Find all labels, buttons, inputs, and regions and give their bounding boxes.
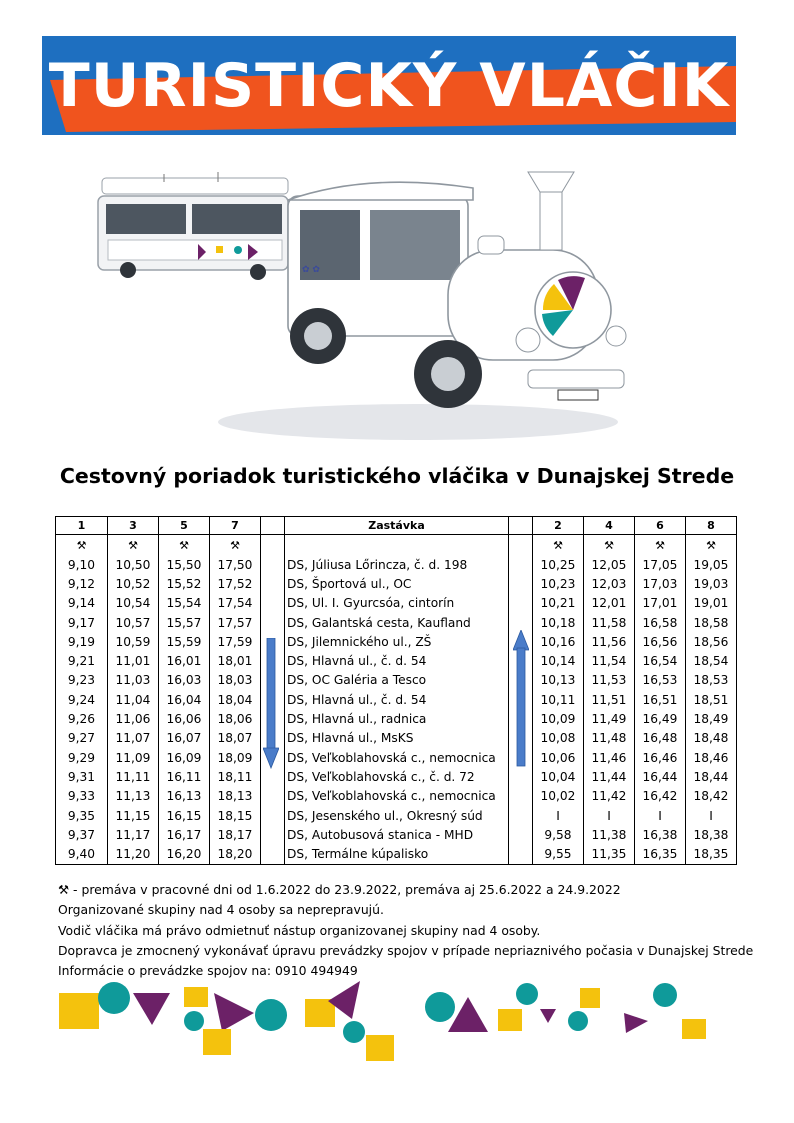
- departure-time: 10,50: [108, 555, 159, 574]
- timetable-row: [56, 787, 737, 806]
- gap-cell: [509, 574, 533, 593]
- departure-time: 11,15: [108, 806, 159, 825]
- departure-time: 9,17: [56, 613, 108, 632]
- departure-time: 17,54: [217, 596, 253, 611]
- departure-time: 16,06: [159, 709, 210, 728]
- return-time: 19,05: [686, 555, 737, 574]
- departure-time: 9,10: [56, 555, 108, 574]
- departure-time: 9,37: [56, 825, 108, 844]
- stop-name: DS, OC Galéria a Tesco: [287, 673, 427, 688]
- departure-time: 15,50: [159, 555, 210, 574]
- departure-time: 18,01: [217, 654, 253, 669]
- departure-time: 16,01: [159, 651, 210, 670]
- gap-cell: [261, 825, 285, 844]
- gap-cell: [261, 613, 285, 632]
- departure-time: 17,59: [217, 634, 253, 649]
- timetable-row: [56, 709, 737, 728]
- symbol-cell: ⚒: [584, 535, 635, 556]
- departure-time: 11,07: [108, 729, 159, 748]
- timetable-row: [56, 651, 737, 670]
- timetable-header-row: [56, 517, 737, 535]
- return-time: 16,46: [635, 748, 686, 767]
- header-trip-1: 1: [56, 517, 108, 535]
- return-time: 18,42: [686, 787, 737, 806]
- return-time: 9,55: [533, 844, 584, 864]
- stop-name: DS, Júliusa Lőrincza, č. d. 198: [287, 557, 468, 572]
- return-time: 19,01: [686, 594, 737, 613]
- departure-time: 11,09: [108, 748, 159, 767]
- return-time: 11,48: [584, 729, 635, 748]
- gap-cell: [509, 787, 533, 806]
- departure-time: 9,24: [56, 690, 108, 709]
- timetable-row: [56, 671, 737, 690]
- header-trip-6: 6: [635, 517, 686, 535]
- timetable-row: [56, 767, 737, 786]
- return-time: 11,38: [584, 825, 635, 844]
- departure-time: 16,17: [159, 825, 210, 844]
- note-contact: Informácie o prevádzke spojov na: 0910 494949: [58, 963, 358, 979]
- tools-icon: ⚒: [58, 882, 70, 897]
- timetable-row: [56, 555, 737, 574]
- timetable-row: [56, 748, 737, 767]
- return-time: 16,53: [635, 671, 686, 690]
- departure-time: 11,06: [108, 709, 159, 728]
- stop-name: DS, Veľkoblahovská c., č. d. 72: [287, 769, 475, 784]
- header-gap-right: [509, 517, 533, 535]
- locomotive: [288, 172, 626, 408]
- return-time: 10,11: [533, 690, 584, 709]
- return-time: I: [584, 806, 635, 825]
- departure-time: 16,11: [159, 767, 210, 786]
- departure-time: 9,33: [56, 787, 108, 806]
- return-time: 10,09: [533, 709, 584, 728]
- departure-time: 9,26: [56, 709, 108, 728]
- return-time: 11,56: [584, 632, 635, 651]
- return-time: 18,44: [686, 767, 737, 786]
- gap-cell: [509, 535, 533, 556]
- departure-time: 18,04: [217, 692, 253, 707]
- departure-time: 10,59: [108, 632, 159, 651]
- return-time: 16,56: [635, 632, 686, 651]
- timetable-row: [56, 613, 737, 632]
- gap-cell: [261, 535, 285, 556]
- notes: [58, 880, 753, 981]
- return-time: 18,46: [686, 748, 737, 767]
- departure-time: 9,19: [56, 632, 108, 651]
- return-time: 11,35: [584, 844, 635, 864]
- stop-cell-empty: [285, 535, 509, 556]
- stop-name: DS, Hlavná ul., č. d. 54: [287, 692, 427, 707]
- stop-name: DS, Športová ul., OC: [287, 576, 412, 591]
- stop-name: DS, Veľkoblahovská c., nemocnica: [287, 789, 496, 804]
- return-time: 12,01: [584, 594, 635, 613]
- departure-time: 9,12: [56, 574, 108, 593]
- stop-name: DS, Ul. I. Gyurcsóa, cintorín: [287, 596, 455, 611]
- return-time: 12,03: [584, 574, 635, 593]
- return-time: 10,23: [533, 574, 584, 593]
- symbol-cell: ⚒: [108, 535, 159, 556]
- symbol-row: [56, 535, 737, 556]
- timetable-row: [56, 594, 737, 613]
- stop-name: DS, Termálne kúpalisko: [285, 844, 509, 864]
- symbol-cell: ⚒: [686, 535, 737, 556]
- return-time: 17,03: [635, 574, 686, 593]
- timetable-row: [56, 574, 737, 593]
- stop-name: DS, Jesenského ul., Okresný súd: [287, 808, 483, 823]
- timetable-row: [56, 806, 737, 825]
- departure-time: 18,06: [217, 712, 253, 727]
- departure-time: 10,52: [108, 574, 159, 593]
- return-time: I: [533, 806, 584, 825]
- departure-time: 11,04: [108, 690, 159, 709]
- return-time: 10,13: [533, 671, 584, 690]
- symbol-cell: ⚒: [230, 538, 240, 552]
- note-driver-right: Vodič vláčika má právo odmietnuť nástup organizovanej skupiny nad 4 osoby.: [58, 922, 541, 938]
- return-time: 16,44: [635, 767, 686, 786]
- stop-name: DS, Galantská cesta, Kaufland: [287, 615, 471, 630]
- departure-time: 9,40: [56, 844, 108, 864]
- return-time: 9,58: [533, 825, 584, 844]
- header-trip-8: 8: [686, 517, 737, 535]
- return-time: 18,35: [686, 844, 737, 864]
- return-time: 10,08: [533, 729, 584, 748]
- departure-time: 18,13: [217, 789, 253, 804]
- return-time: 10,21: [533, 594, 584, 613]
- gap-cell: [509, 594, 533, 613]
- return-time: 11,49: [584, 709, 635, 728]
- departure-time: 18,17: [217, 827, 253, 842]
- departure-time: 10,57: [108, 613, 159, 632]
- header-trip-5: 5: [159, 517, 210, 535]
- header-trip-7: 7: [210, 517, 261, 535]
- return-time: 16,42: [635, 787, 686, 806]
- return-time: 18,38: [686, 825, 737, 844]
- return-time: 19,03: [686, 574, 737, 593]
- arrow-up-icon: [513, 630, 529, 768]
- header-stop: Zastávka: [285, 517, 509, 535]
- gap-cell: [509, 767, 533, 786]
- return-time: 16,49: [635, 709, 686, 728]
- departure-time: 16,15: [159, 806, 210, 825]
- return-time: 11,42: [584, 787, 635, 806]
- return-time: 12,05: [584, 555, 635, 574]
- return-time: 11,54: [584, 651, 635, 670]
- departure-time: 9,35: [56, 806, 108, 825]
- gap-cell: [509, 806, 533, 825]
- departure-time: 9,21: [56, 651, 108, 670]
- gap-cell: [509, 844, 533, 864]
- stop-name: DS, Hlavná ul., č. d. 54: [287, 654, 427, 669]
- departure-time: 16,03: [159, 671, 210, 690]
- departure-time: 16,04: [159, 690, 210, 709]
- stop-name: DS, Jilemnického ul., ZŠ: [287, 634, 432, 649]
- return-time: 10,04: [533, 767, 584, 786]
- timetable-row: [56, 844, 737, 864]
- return-time: 16,58: [635, 613, 686, 632]
- departure-time: 16,13: [159, 787, 210, 806]
- departure-time: 18,11: [217, 769, 253, 784]
- return-time: 18,58: [686, 613, 737, 632]
- departure-time: 15,52: [159, 574, 210, 593]
- return-time: 11,44: [584, 767, 635, 786]
- svg-text:✿ ✿: ✿ ✿: [302, 265, 320, 275]
- departure-time: 9,31: [56, 767, 108, 786]
- return-time: 10,16: [533, 632, 584, 651]
- note-weather: Dopravca je zmocnený vykonávať úpravu prevádzky spojov v prípade nepriaznivého počasia v Dunajskej Strede: [58, 942, 754, 958]
- train-carriages: [98, 172, 288, 280]
- note-groups: Organizované skupiny nad 4 osoby sa neprepravujú.: [58, 902, 384, 918]
- departure-time: 16,07: [159, 729, 210, 748]
- departure-time: 10,54: [108, 594, 159, 613]
- stop-name: DS, Hlavná ul., radnica: [287, 712, 427, 727]
- timetable: [55, 516, 737, 865]
- departure-time: 9,27: [56, 729, 108, 748]
- header-trip-2: 2: [533, 517, 584, 535]
- stop-name: DS, Veľkoblahovská c., nemocnica: [287, 750, 496, 765]
- symbol-cell: ⚒: [159, 535, 210, 556]
- departure-time: 9,23: [56, 671, 108, 690]
- gap-cell: [509, 825, 533, 844]
- header-gap-left: [261, 517, 285, 535]
- symbol-cell: ⚒: [533, 535, 584, 556]
- train-illustration: [88, 160, 628, 450]
- stop-name: DS, Autobusová stanica - MHD: [287, 827, 474, 842]
- departure-time: 17,50: [217, 557, 253, 572]
- return-time: 16,35: [635, 844, 686, 864]
- departure-time: 15,57: [159, 613, 210, 632]
- return-time: 17,05: [635, 555, 686, 574]
- departure-time: 9,14: [56, 594, 108, 613]
- return-time: 18,53: [686, 671, 737, 690]
- departure-time: 9,29: [56, 748, 108, 767]
- return-time: 11,51: [584, 690, 635, 709]
- gap-cell: [261, 787, 285, 806]
- stop-name: DS, Hlavná ul., MsKS: [287, 731, 414, 746]
- gap-cell: [261, 574, 285, 593]
- header-trip-3: 3: [108, 517, 159, 535]
- return-time: 17,01: [635, 594, 686, 613]
- departure-time: 18,03: [217, 673, 253, 688]
- departure-time: 18,15: [217, 808, 253, 823]
- return-time: 18,54: [686, 651, 737, 670]
- departure-time: 11,11: [108, 767, 159, 786]
- return-time: 18,56: [686, 632, 737, 651]
- departure-time: 17,52: [217, 576, 253, 591]
- header-trip-4: 4: [584, 517, 635, 535]
- gap-cell: [261, 555, 285, 574]
- timetable-row: [56, 729, 737, 748]
- return-time: 10,06: [533, 748, 584, 767]
- timetable-row: [56, 825, 737, 844]
- gap-cell: [509, 555, 533, 574]
- symbol-cell: ⚒: [56, 535, 108, 556]
- arrow-down-icon: [263, 638, 279, 770]
- return-time: 11,58: [584, 613, 635, 632]
- return-time: I: [686, 806, 737, 825]
- return-time: 10,02: [533, 787, 584, 806]
- return-time: 16,48: [635, 729, 686, 748]
- return-time: 18,48: [686, 729, 737, 748]
- return-time: 10,18: [533, 613, 584, 632]
- return-time: 16,51: [635, 690, 686, 709]
- departure-time: 15,59: [159, 632, 210, 651]
- return-time: 16,54: [635, 651, 686, 670]
- return-time: 10,25: [533, 555, 584, 574]
- departure-time: 16,09: [159, 748, 210, 767]
- timetable-heading: Cestovný poriadok turistického vláčika v Dunajskej Strede: [59, 464, 735, 488]
- return-time: 10,14: [533, 651, 584, 670]
- gap-cell: [261, 806, 285, 825]
- decorative-shapes: [0, 975, 794, 1065]
- departure-time: 11,13: [108, 787, 159, 806]
- timetable-row: [56, 690, 737, 709]
- title-banner: [42, 36, 736, 135]
- departure-time: 16,20: [159, 844, 210, 864]
- return-time: 11,46: [584, 748, 635, 767]
- return-time: I: [635, 806, 686, 825]
- departure-time: 11,17: [108, 825, 159, 844]
- departure-time: 18,20: [210, 844, 261, 864]
- departure-time: 17,57: [217, 615, 253, 630]
- departure-time: 11,20: [108, 844, 159, 864]
- return-time: 11,53: [584, 671, 635, 690]
- departure-time: 11,01: [108, 651, 159, 670]
- departure-time: 18,07: [217, 731, 253, 746]
- timetable-row: [56, 632, 737, 651]
- departure-time: 11,03: [108, 671, 159, 690]
- return-time: 16,38: [635, 825, 686, 844]
- banner-title: TURISTICKÝ VLÁČIK: [48, 50, 730, 121]
- gap-cell: [261, 594, 285, 613]
- gap-cell: [261, 767, 285, 786]
- note-service-days: ⚒ - premáva v pracovné dni od 1.6.2022 do 23.9.2022, premáva aj 25.6.2022 a 24.9.2022: [58, 882, 621, 897]
- return-time: 18,49: [686, 709, 737, 728]
- return-time: 18,51: [686, 690, 737, 709]
- departure-time: 15,54: [159, 594, 210, 613]
- symbol-cell: ⚒: [635, 535, 686, 556]
- departure-time: 18,09: [217, 750, 253, 765]
- gap-cell: [261, 844, 285, 864]
